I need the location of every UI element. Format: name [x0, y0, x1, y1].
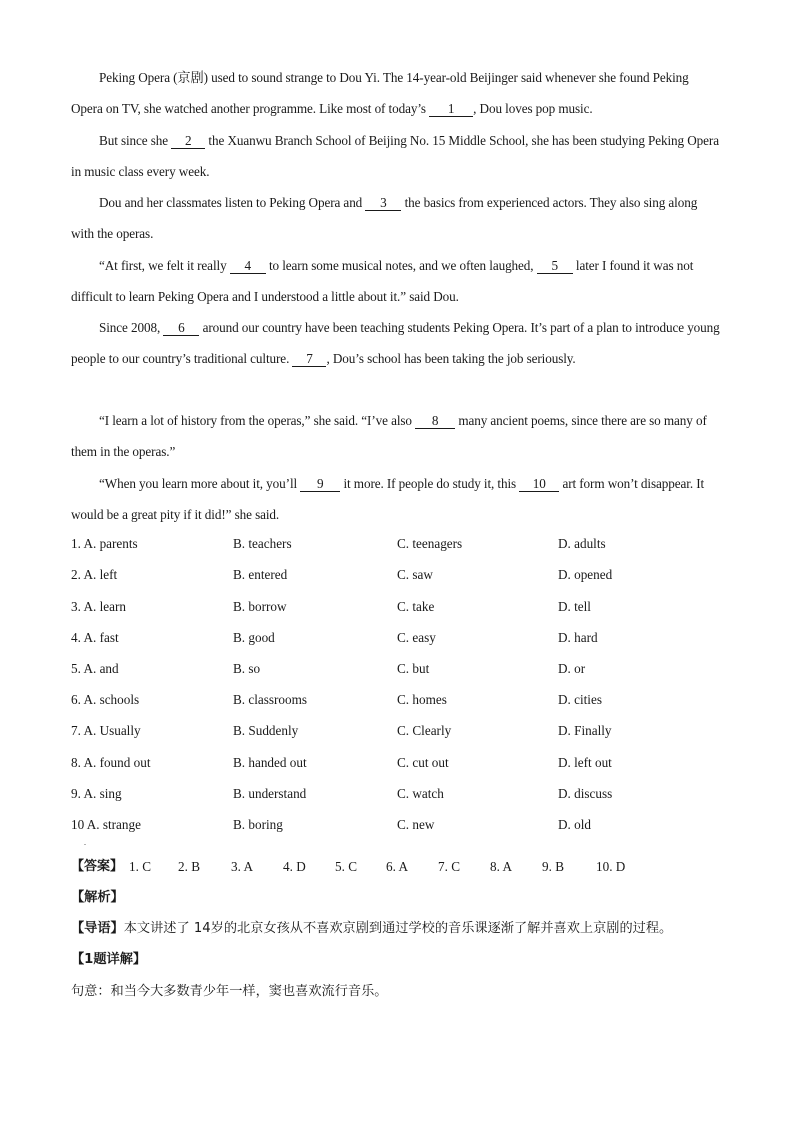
passage-text: , Dou loves pop music. [473, 101, 593, 117]
option-a: 10 A. strange [71, 817, 141, 832]
option-a: 4. A. fast [71, 630, 119, 645]
passage-paragraph [71, 405, 721, 467]
question-row [71, 815, 731, 835]
option-b: B. entered [233, 567, 288, 582]
detail-text: 句意：和当今大多数青少年一样，窦也喜欢流行音乐。 [71, 984, 388, 999]
option-a: 2. A. left [71, 567, 118, 582]
option-d: D. cities [558, 692, 602, 707]
option-a: 5. A. and [71, 661, 119, 676]
passage-text: the Xuanwu Branch School of Beijing No. 15 Middle School, she has been studying Peking Opera in music class every week. [71, 133, 719, 180]
option-c: C. cut out [397, 755, 449, 770]
option-a: 8. A. found out [71, 755, 151, 770]
blank-number: 5 [537, 259, 573, 274]
answer-item: 5. C [335, 859, 357, 874]
option-c: C. teenagers [397, 536, 463, 551]
option-b: B. understand [233, 786, 307, 801]
option-d: D. discuss [558, 786, 613, 801]
option-d: D. or [558, 661, 586, 676]
question-row [71, 628, 731, 648]
option-a: 3. A. learn [71, 599, 126, 614]
question-row [71, 597, 731, 617]
passage-paragraph [71, 125, 721, 187]
answer-item: 1. C [129, 859, 151, 874]
option-c: C. homes [397, 692, 447, 707]
option-d: D. opened [558, 567, 613, 582]
passage-text: “I learn a lot of history from the operas,” she said. “I’ve also [99, 413, 416, 428]
question-row [71, 784, 731, 804]
question-row [71, 565, 731, 585]
blank-number: 6 [163, 321, 199, 336]
passage-paragraph [71, 187, 721, 249]
option-b: B. Suddenly [233, 723, 299, 738]
answer-item: 9. B [542, 859, 564, 874]
option-d: D. hard [558, 630, 598, 645]
option-b: B. so [233, 661, 261, 676]
option-c: C. take [397, 599, 435, 614]
option-b: B. classrooms [233, 692, 307, 707]
option-b: B. boring [233, 817, 283, 832]
answer-item: 2. B [178, 859, 200, 874]
answer-label: 【答案】 [71, 859, 124, 874]
blank-number: 3 [365, 196, 401, 211]
option-b: B. teachers [233, 536, 292, 551]
blank-number: 1 [429, 102, 473, 117]
guide-text: 本文讲述了 14岁的北京女孩从不喜欢京剧到通过学校的音乐课逐渐了解并喜欢上京剧的过程。 [123, 921, 673, 936]
passage-text: “At first, we felt it really [99, 258, 230, 273]
passage-text: the basics from experienced actors. They also sing along with the operas. [71, 195, 698, 242]
answer-item: 8. A [490, 859, 512, 874]
option-c: C. saw [397, 567, 433, 582]
answer-item: 4. D [283, 859, 306, 874]
option-c: C. Clearly [397, 723, 452, 738]
passage-text: it more. If people do study it, this [340, 476, 520, 491]
passage-paragraph [71, 250, 721, 312]
question-row [71, 753, 731, 773]
answer-item: 7. C [438, 859, 460, 874]
option-c: C. but [397, 661, 430, 676]
blank-number: 8 [415, 414, 455, 429]
question-row [71, 690, 731, 710]
passage-paragraph [71, 468, 721, 530]
option-b: B. borrow [233, 599, 287, 614]
option-a: 1. A. parents [71, 536, 138, 551]
passage-paragraph [71, 62, 721, 124]
blank-number: 4 [230, 259, 266, 274]
detail-label: 【1题详解】 [71, 952, 147, 967]
option-d: D. adults [558, 536, 606, 551]
stray-dot: . [84, 838, 86, 847]
answer-item: 10. D [596, 859, 626, 874]
option-a: 9. A. sing [71, 786, 122, 801]
passage-text: art form won’t disappear. It would be a great pity if it did!” she said. [71, 476, 705, 523]
question-row [71, 721, 731, 741]
option-a: 6. A. schools [71, 692, 140, 707]
passage-text: Since 2008, [99, 320, 164, 335]
answer-item: 3. A [231, 859, 253, 874]
answer-item: 6. A [386, 859, 408, 874]
passage-text: later I found it was not difficult to learn Peking Opera and I understood a little about it.” said Dou. [71, 258, 694, 305]
passage-text: , Dou’s school has been taking the job seriously. [326, 351, 576, 367]
question-row [71, 659, 731, 679]
passage-text: to learn some musical notes, and we often laughed, [265, 258, 537, 273]
option-b: B. handed out [233, 755, 307, 770]
passage-text: Dou and her classmates listen to Peking Opera and [99, 195, 366, 210]
blank-number: 9 [300, 477, 340, 492]
passage-text: many ancient poems, since there are so many of them in the operas.” [71, 413, 707, 460]
blank-number: 7 [292, 352, 326, 367]
passage-text: around our country have been teaching students Peking Opera. It’s part of a plan to introduce young people to our country’s traditional culture. [71, 320, 720, 367]
passage-text: But since she [99, 133, 172, 148]
passage-paragraph [71, 312, 721, 374]
option-a: 7. A. Usually [71, 723, 141, 738]
option-d: D. tell [558, 599, 591, 614]
analysis-label: 【解析】 [71, 890, 124, 905]
option-d: D. old [558, 817, 591, 832]
passage-text: Peking Opera (京剧) used to sound strange to Dou Yi. The 14-year-old Beijinger said whenever she found Peking Opera on TV, she watched another programme. Like most of today’s [71, 70, 689, 117]
blank-number: 2 [171, 134, 205, 149]
blank-number: 10 [519, 477, 559, 492]
option-d: D. Finally [558, 723, 612, 738]
guide-label: 【导语】 [71, 921, 124, 936]
guide-line [71, 919, 672, 939]
option-d: D. left out [558, 755, 612, 770]
option-c: C. new [397, 817, 435, 832]
option-c: C. watch [397, 786, 444, 801]
passage-text: “When you learn more about it, you’ll [99, 476, 301, 491]
option-b: B. good [233, 630, 275, 645]
question-row [71, 534, 731, 554]
option-c: C. easy [397, 630, 436, 645]
